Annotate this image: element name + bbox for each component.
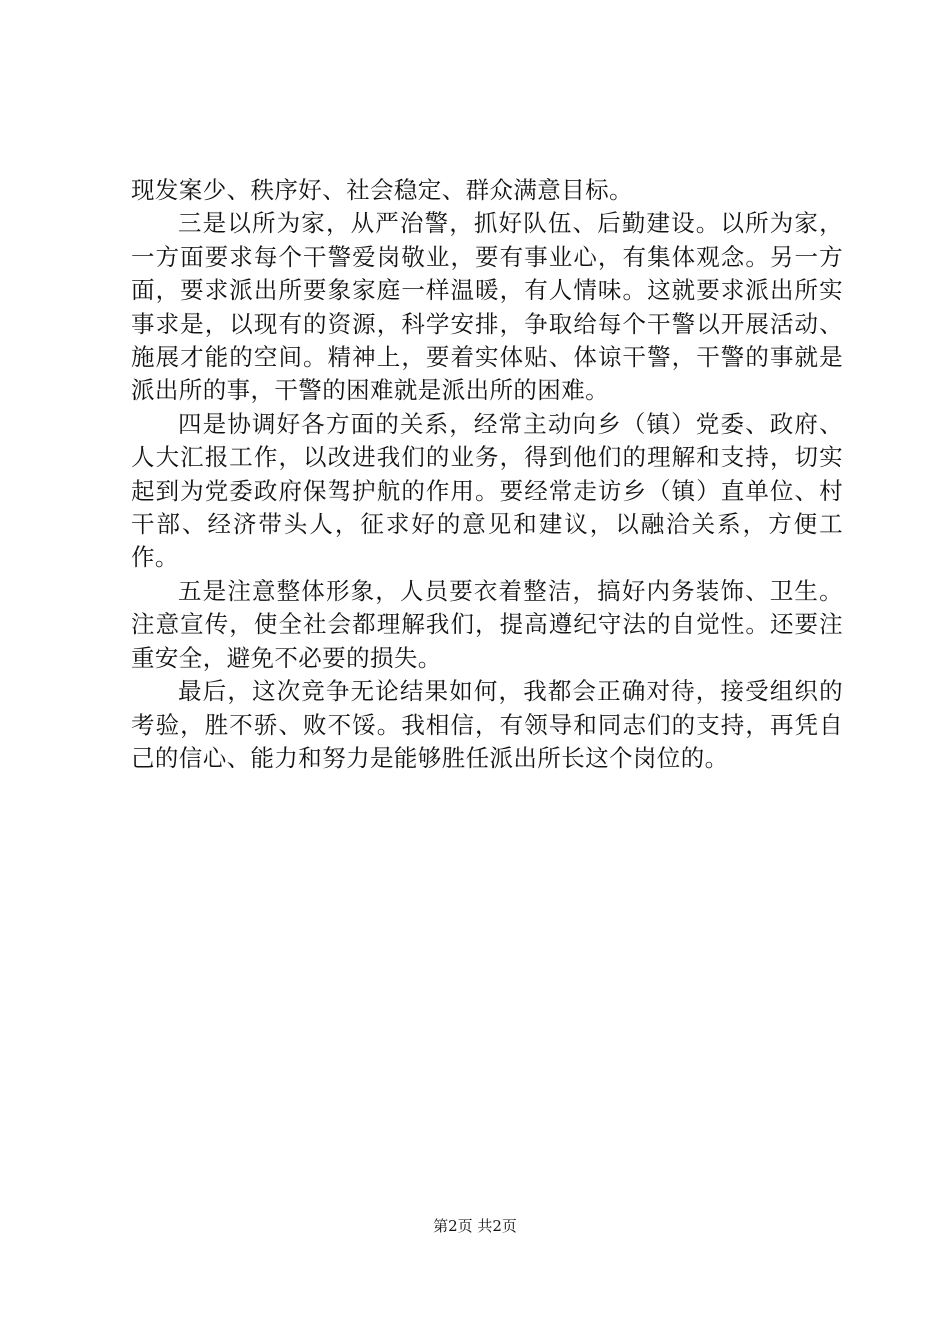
paragraph-point-three: 三是以所为家，从严治警，抓好队伍、后勤建设。以所为家，一方面要求每个干警爱岗敬业，要有事业心，有集体观念。另一方面，要求派出所要象家庭一样温暖，有人情味。这就要求派出所实事求是，以现有的资源，科学安排，争取给每个干警以开展活动、施展才能的空间。精神上，要着实体贴、体谅干警，干警的事就是派出所的事，干警的困难就是派出所的困难。: [131, 209, 843, 405]
document-body: [131, 174, 843, 775]
paragraph-conclusion: 最后，这次竞争无论结果如何，我都会正确对待，接受组织的考验，胜不骄、败不馁。我相信，有领导和同志们的支持，再凭自己的信心、能力和努力是能够胜任派出所长这个岗位的。: [131, 677, 843, 772]
page-number-label: 第2页 共2页: [433, 1217, 517, 1235]
paragraph-continuation: 现发案少、秩序好、社会稳定、群众满意目标。: [131, 176, 633, 204]
page-footer: [0, 1216, 950, 1236]
paragraph-point-five: 五是注意整体形象，人员要衣着整洁，搞好内务装饰、卫生。注意宣传，使全社会都理解我们，提高遵纪守法的自觉性。还要注重安全，避免不必要的损失。: [131, 576, 843, 672]
paragraph-point-four: 四是协调好各方面的关系，经常主动向乡（镇）党委、政府、人大汇报工作，以改进我们的业务，得到他们的理解和支持，切实起到为党委政府保驾护航的作用。要经常走访乡（镇）直单位、村干部、经济带头人，征求好的意见和建议，以融洽关系，方便工作。: [131, 409, 843, 572]
